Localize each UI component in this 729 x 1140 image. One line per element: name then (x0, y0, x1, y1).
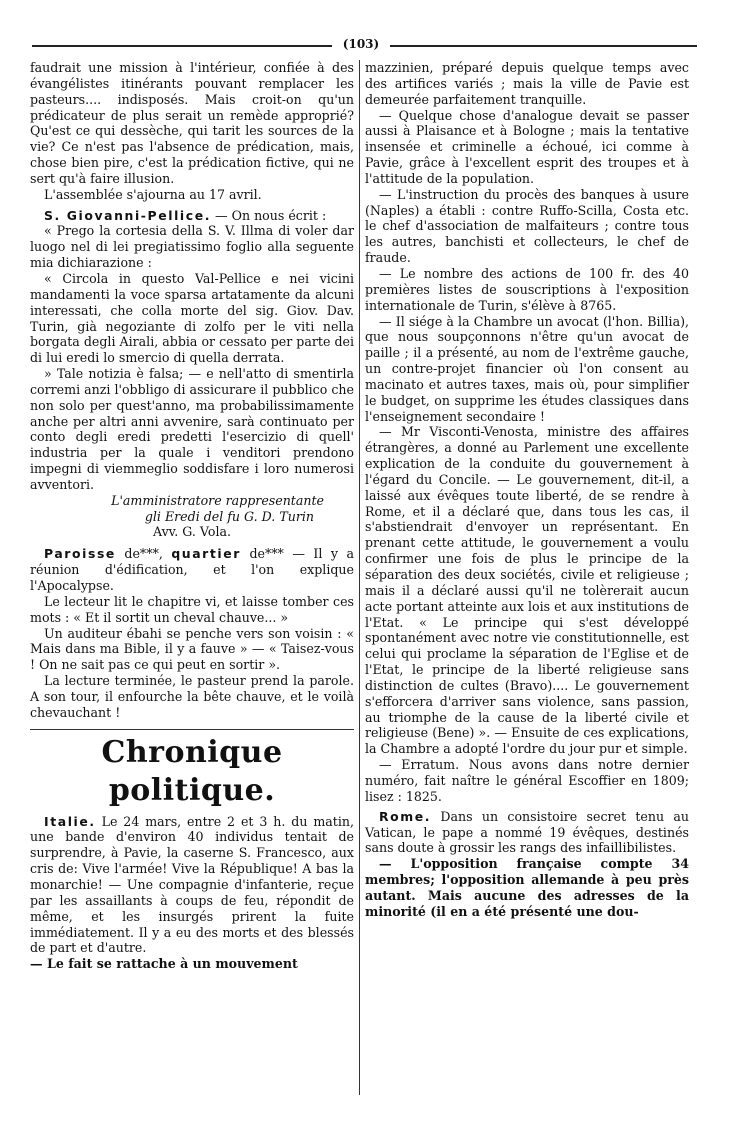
article-heading: Rome. (379, 808, 432, 824)
article-rome (365, 809, 689, 857)
article-paroisse (30, 546, 354, 594)
paragraph: — Mr Visconti-Venosta, ministre des affaires étrangères, a donné au Parlement une excellente explication de la conduite du gouvernement à l'égard du Concile. — Le gouvernement, dit-il, a laissé aux évêques toute liberté, de se rendre à Rome, et il a déclaré que, dans tous les cas, il s'abstiendrait d'envoyer un représentant. En prenant cette attitude, le gouvernement a voulu confirmer une fois de plus le principe de la séparation des deux sociétés, civile et religieuse ; mais il a déclaré aussi qu'il ne tolèrerait aucun acte portant atteinte aux lois et aux institutions de l'Etat. « Le principe qui s'est développé spontanément avec notre vie constitutionnelle, est celui qui proclame la séparation de l'Eglise et de l'Etat, le principe de la liberté religieuse sans distinction de cultes (Bravo).... Le gouvernement s'efforcera d'arriver sans violence, sans passion, au triomphe de la cause de la liberté civile et religieuse (Bene) ». — Ensuite de ces explications, la Chambre a adopté l'ordre du jour pur et simple. (365, 424, 689, 757)
paragraph: — Le fait se rattache à un mouvement (30, 956, 298, 972)
paragraph: — Il siége à la Chambre un avocat (l'hon. Billia), que nous soupçonnons n'être qu'un avocat de paille ; il a présenté, au nom de l'extrême gauche, un contre-projet financier où l'on consent au macinato et autres taxes, mais où, pour simplifier le budget, on supprime les études classiques dans l'enseignement secondaire ! (365, 313, 689, 424)
paragraph: Un auditeur ébahi se penche vers son voisin : « Mais dans ma Bible, il y a fauve » — « Taisez-vous ! On ne sait pas ce qui peut en sortir ». (30, 625, 354, 673)
signature-name: Avv. G. Vola. (152, 524, 231, 540)
paragraph: » Tale notizia è falsa; — e nell'atto di smentirla corremi anzi l'obbligo di assicurare il pubblico che non solo per quest'anno, ma probabilissimamente anche per altri anni avvenire, sarà continuato per conto degli eredi predetti l'esercizio di quell' industria per la quale i venditori prendono impegni di viemmeglio soddisfare i loro numerosi avventori. (30, 366, 354, 492)
paragraph: — L'opposition française compte 34 membres; l'opposition allemande à peu près autant. Mais aucune des adresses de la minorité (il en a été présenté une dou- (365, 856, 689, 919)
article-heading: Paroisse (44, 546, 116, 562)
page-header (32, 36, 697, 52)
paragraph: La lecture terminée, le pasteur prend la parole. A son tour, il enfourche la bête chauve, et le voilà chevauchant ! (30, 673, 354, 720)
article-italie (30, 814, 354, 957)
page-number: (103) (342, 37, 380, 51)
paragraph: — Quelque chose d'analogue devait se passer aussi à Plaisance et à Bologne ; mais la tentative insensée et criminelle a échoué, ici comme à Pavie, grâce à l'excellent esprit des troupes et à l'attitude de la population. (365, 107, 689, 186)
signature-line: gli Eredi del fu G. D. Turin (144, 508, 314, 524)
paragraph: mazzinien, préparé depuis quelque temps avec des artifices variés ; mais la ville de Pavie est demeurée parfaitement tranquille. (365, 60, 689, 107)
left-column (30, 60, 354, 972)
header-rule-left (32, 45, 332, 47)
article-text: Dans un consistoire secret tenu au Vatican, le pape a nommé 19 évêques, destinés sans doute à grossir les rangs des infaillibilistes. (365, 808, 689, 856)
paragraph: « Prego la cortesia della S. V. Illma di voler dar luogo nel di lei pregiatissimo foglio alla seguente mia dichiarazione : (30, 223, 354, 271)
paragraph: faudrait une mission à l'intérieur, confiée à des évangélistes itinérants pouvant remplacer les pasteurs.... indisposés. Mais croit-on qu'un prédicateur de plus serait un remède approprié? Qu'est ce qui dessèche, qui tarit les sources de la vie? Ce n'est pas l'absence de prédication, mais, chose bien pire, c'est la prédication fictive, qui ne sert qu'à faire illusion. (30, 60, 354, 186)
column-divider (359, 60, 360, 1095)
article-lead: — On nous écrit : (211, 207, 327, 223)
right-column (365, 60, 689, 920)
paragraph: « Circola in questo Val-Pellice e nei vicini mandamenti la voce sparsa artatamente da alcuni interessati, che colla morte del sig. Giov. Dav. Turin, già negoziante di zolfo per le viti nella borgata degli Airali, abbia or cessato per parte dei di lui eredi lo smercio di quella derrata. (30, 270, 354, 366)
article-giovanni-pellice (30, 208, 354, 224)
header-rule-right (390, 45, 697, 47)
paragraph: — Erratum. Nous avons dans notre dernier numéro, fait naître le général Escoffier en 1809; lisez : 1825. (365, 757, 689, 804)
section-rule (30, 729, 354, 730)
section-title: Chronique politique. (101, 734, 283, 808)
article-lead: de*** — Il y a réunion d'édification, et l'on explique l'Apocalypse. (30, 546, 354, 593)
article-heading: S. Giovanni-Pellice. (44, 207, 212, 223)
article-heading-mid: de***, (115, 546, 172, 562)
article-heading: quartier (171, 546, 241, 562)
paragraph: L'assemblée s'ajourna au 17 avril. (44, 186, 262, 202)
paragraph: Le lecteur lit le chapitre vi, et laisse tomber ces mots : « Et il sortit un cheval chauve... » (30, 593, 354, 625)
article-heading: Italie. (44, 813, 96, 829)
paragraph: — Le nombre des actions de 100 fr. des 40 premières listes de souscriptions à l'exposition internationale de Turin, s'élève à 8765. (365, 265, 689, 313)
paragraph: — L'instruction du procès des banques à usure (Naples) a établi : contre Ruffo-Scilla, Costa etc. le chef d'association de malfaiteurs ; contre tous les autres, banchisti et collecteurs, le chef de fraude. (365, 186, 689, 266)
signature-line: L'amministratore rappresentante (111, 492, 324, 508)
article-text: Le 24 mars, entre 2 et 3 h. du matin, une bande d'environ 40 individus tentait de surprendre, à Pavie, la caserne S. Francesco, aux cris de: Vive l'armée! Vive la République! A bas la monarchie! — Une compagnie d'infanterie, reçue par les assaillants à coups de feu, répondit de même, et les insurgés prirent la fuite immédiatement. Il y a eu des morts et des blessés de part et d'autre. (30, 813, 354, 956)
